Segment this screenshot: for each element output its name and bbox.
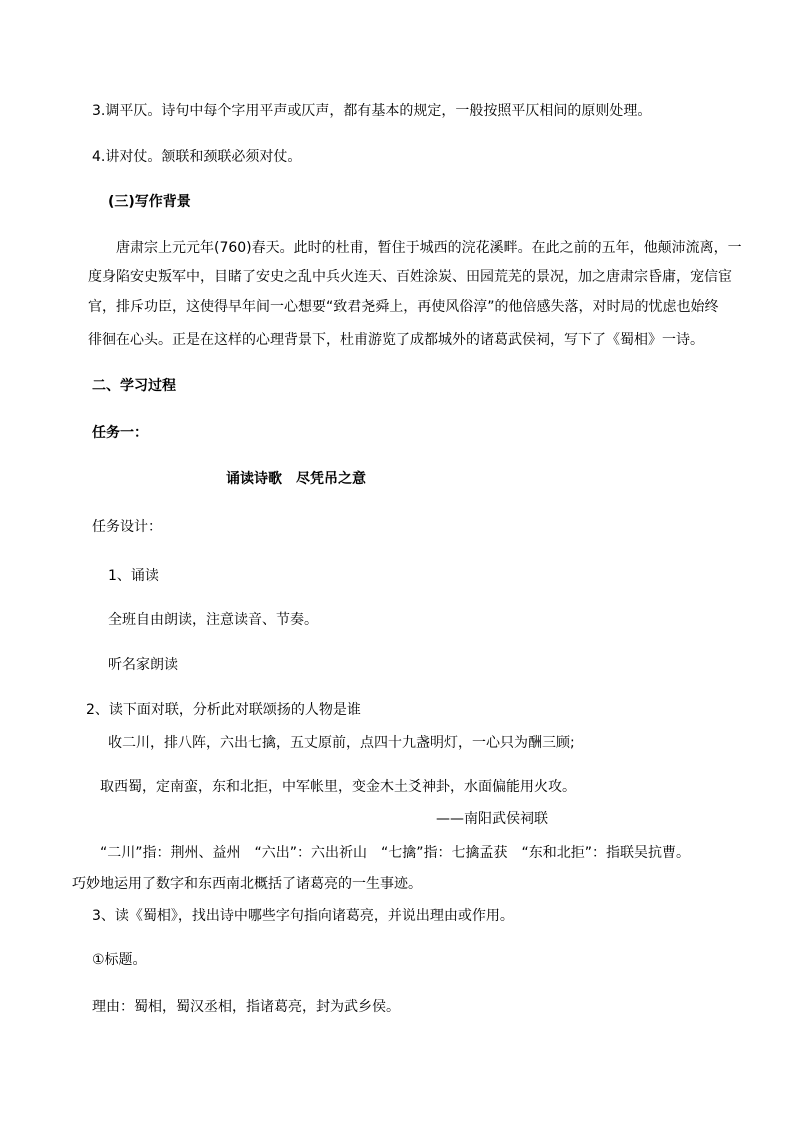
couplet-source: ——南阳武侯祠联 — [436, 811, 548, 827]
paragraph-line: 度身陷安史叛军中，目睹了安史之乱中兵火连天、百姓涂炭、田园荒芜的景况，加之唐肃宗昏庸，宠信宦 — [88, 269, 732, 285]
task-label: 任务一： — [92, 425, 148, 441]
text-line: 2、读下面对联，分析此对联颂扬的人物是谁 — [86, 702, 361, 718]
text-line: 全班自由朗读，注意读音、节奏。 — [108, 612, 318, 628]
paragraph-line: 唐肃宗上元元年(760)春天。此时的杜甫，暂住于城西的浣花溪畔。在此之前的五年，他颠沛流离，一 — [116, 240, 742, 256]
text-line: 巧妙地运用了数字和东西南北概括了诸葛亮的一生事迹。 — [72, 876, 422, 892]
couplet-line: 收二川，排八阵，六出七擒，五丈原前，点四十九盏明灯，一心只为酬三顾; — [108, 735, 575, 751]
text-line: 1、诵读 — [108, 568, 159, 584]
text-line: 3、读《蜀相》，找出诗中哪些字句指向诸葛亮，并说出理由或作用。 — [92, 908, 514, 924]
section-heading: 二、学习过程 — [92, 378, 176, 394]
section-heading: (三)写作背景 — [108, 194, 191, 210]
text-line: ①标题。 — [92, 952, 147, 968]
text-line: 4.讲对仗。颔联和颈联必须对仗。 — [92, 149, 302, 165]
paragraph-line: 官，排斥功臣，这使得早年间一心想要“致君尧舜上，再使风俗淳”的他倍感失落，对时局的忧虑也始终 — [88, 299, 719, 315]
text-line: 3.调平仄。诗句中每个字用平声或仄声，都有基本的规定，一般按照平仄相间的原则处理。 — [92, 103, 652, 119]
text-line: 听名家朗读 — [108, 657, 178, 673]
text-line: 理由：蜀相，蜀汉丞相，指诸葛亮，封为武乡侯。 — [92, 999, 400, 1015]
couplet-line: 取西蜀，定南蛮，东和北拒，中军帐里，变金木土爻神卦，水面偏能用火攻。 — [100, 779, 576, 795]
text-line: “二川”指：荆州、益州 “六出”：六出祈山 “七擒”指：七擒孟获 “东和北拒”：指联吴抗曹。 — [100, 845, 691, 861]
paragraph-line: 徘徊在心头。正是在这样的心理背景下，杜甫游览了成都城外的诸葛武侯祠，写下了《蜀相》一诗。 — [88, 332, 704, 348]
task-title: 诵读诗歌 尽凭吊之意 — [226, 471, 366, 487]
text-line: 任务设计： — [92, 519, 162, 535]
